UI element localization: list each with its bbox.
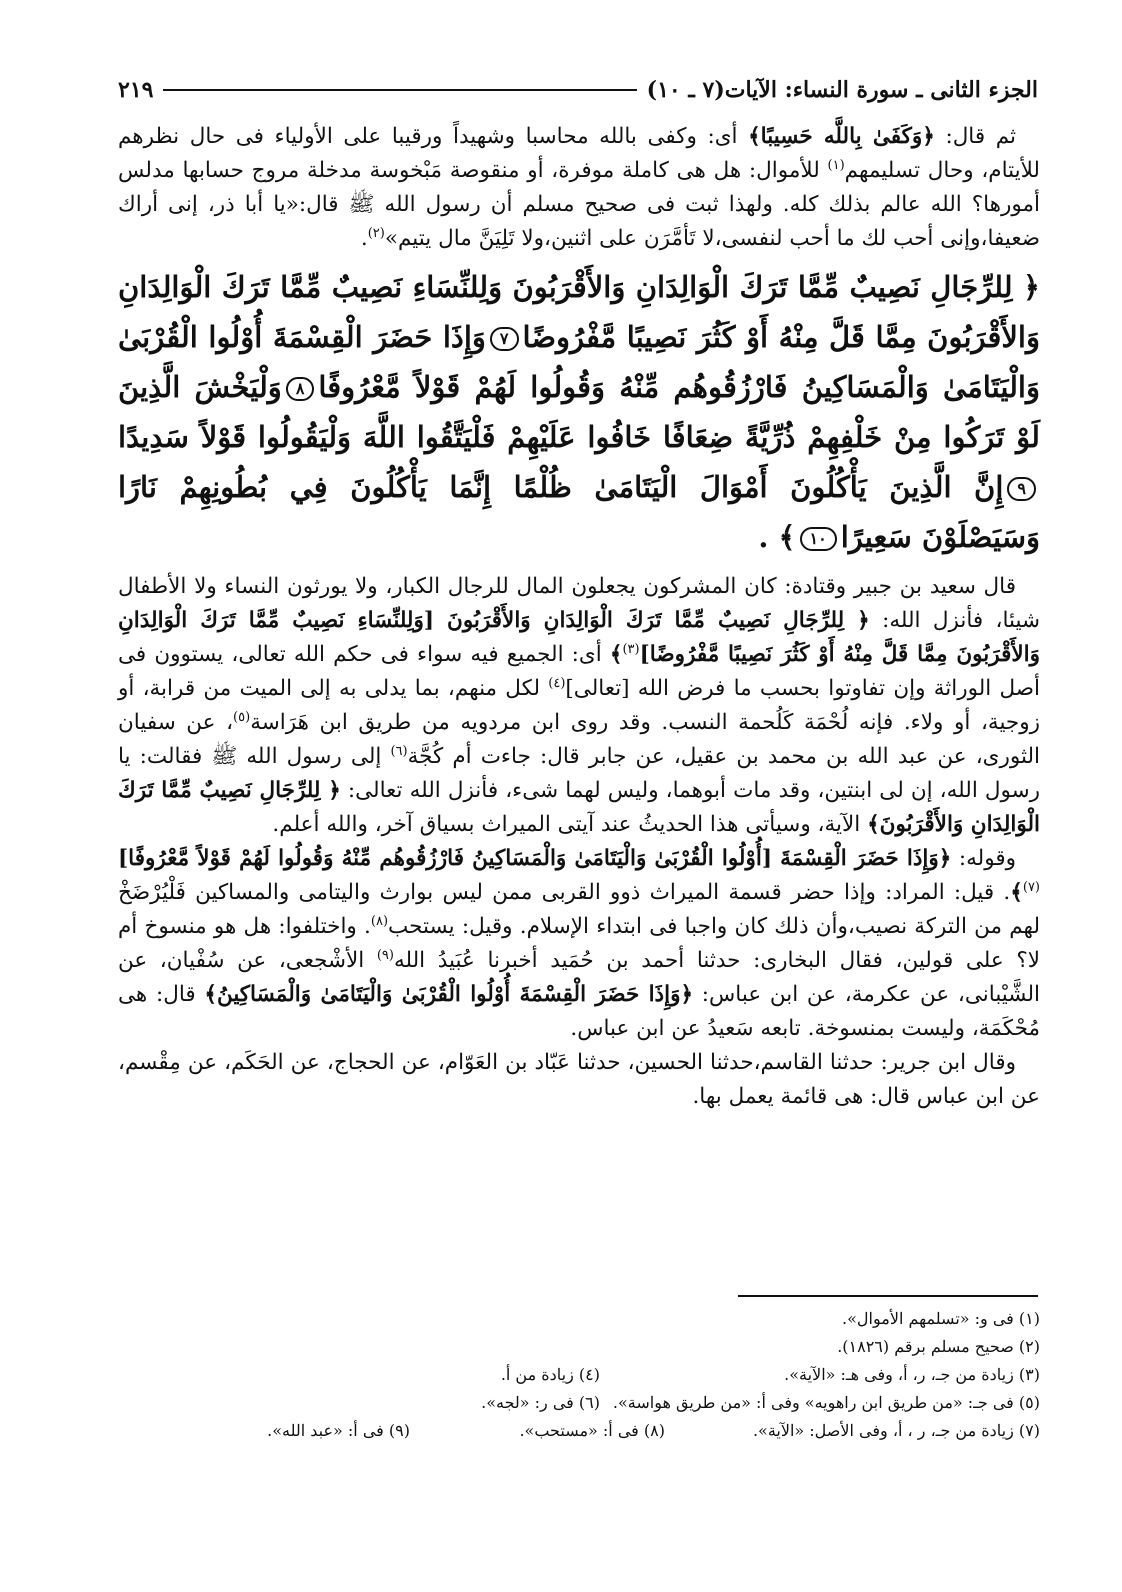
text-run: .: [360, 226, 368, 251]
verse-number-7: ٧: [490, 327, 519, 351]
quran-quote: ﴿وَكَفَىٰ بِاللَّه حَسِيبًا﴾: [748, 124, 935, 149]
header-rule: [163, 89, 636, 91]
paragraph-1: [118, 120, 1040, 256]
text-run: أى: وكفى بالله محاسبا وشهيداً ورقيبا على الأولياء فى حال نظرهم للأيتام، وحال تسليمهم: [118, 124, 1040, 183]
verse-number-8: ٨: [286, 377, 315, 401]
page-number: ٢١٩: [118, 77, 154, 103]
text-run: وقوله:: [951, 846, 1016, 871]
text-run: . واختلفوا: هل هو منسوخ أم لا؟ على قولين، فقال البخارى: حدثنا أحمد بن حُمَيد أخبرنا عُبَيدُ الله: [118, 914, 1040, 973]
footnote-5: (٥) فى جـ: «من طريق ابن راهويه» وفى أ: «من طريق هواسة».: [612, 1393, 1040, 1412]
footnote-4: (٤) زيادة من أ.: [500, 1365, 600, 1384]
footnote-ref: (٤): [548, 675, 566, 691]
footnote-row: [118, 1333, 1040, 1361]
footnote-ref: (١): [827, 157, 845, 173]
paragraph-3: [118, 842, 1040, 1046]
paragraph-2: [118, 570, 1040, 842]
verse-close: ﴾ .: [758, 520, 796, 554]
verse-9: وَلْيَخْشَ الَّذِينَ لَوْ تَرَكُوا مِنْ خَلْفِهِمْ ذُرِّيَّةً ضِعَافًا خَافُوا عَلَيْهِمْ فَلْيَتَّقُوا اللَّهَ وَلْيَقُولُوا قَوْلاً سَدِيدًا: [118, 370, 1040, 454]
footnote-ref: (٧): [1022, 879, 1040, 895]
main-text: [118, 120, 1040, 1114]
footnote-3: (٣) زيادة من جـ، ر، أ، وفى هـ: «الآية».: [784, 1365, 1040, 1384]
header-title: الجزء الثانى ـ سورة النساء: الآيات(٧ ـ ١٠): [646, 77, 1038, 103]
footnote-row: [118, 1361, 1040, 1389]
footnote-7: (٧) زيادة من جـ، ر ، أ، وفى الأصل: «الآية».: [752, 1421, 1040, 1440]
text-run: قال سعيد بن جبير وقتادة: كان المشركون يجعلون المال للرجال الكبار، ولا يورثون النساء ولا الأطفال شيئا، فأنزل الله:: [118, 574, 1040, 633]
footnote-ref: (٩): [376, 947, 394, 963]
footnote-6: (٦) فى ر: «لجه».: [481, 1393, 600, 1412]
text-run: لكل منهم، بما يدلى به إلى الميت من قرابة، أو زوجية، أو ولاء. فإنه لُحْمَة كَلُحمة النسب. وقد روى ابن مردويه من طريق ابن هَرَاسة: [118, 676, 1040, 735]
footnote-9: (٩) فى أ: «عبد الله».: [267, 1421, 410, 1440]
running-header: [118, 70, 1038, 110]
quran-quote-close: ﴾: [1010, 880, 1023, 905]
text-run: ، عن سفيان الثورى، عن عبد الله بن محمد بن عقيل، عن جابر قال: جاءت أم كُجَّة: [118, 710, 1040, 769]
text-run: إلى رسول الله ﷺ فقالت: يا رسول الله، إن لى ابنتين، وقد مات أبوهما، وليس لهما شىء، فأنزل الله تعالى:: [118, 744, 1040, 803]
quran-quote: ﴿ لِلرِّجَالِ نَصِيبٌ مِّمَّا تَرَكَ الْوَالِدَانِ وَالأَقْرَبُونَ﴾: [118, 778, 1040, 837]
text-run: الأشْجعى، عن سُفْيان، عن الشَّيْبانى، عن عكرمة، عن ابن عباس:: [118, 948, 1040, 1007]
quran-quote: ﴿ لِلرِّجَالِ نَصِيبٌ مِّمَّا تَرَكَ الْوَالِدَانِ وَالأَقْرَبُونَ [وَلِلنِّسَاءِ نَصِيبٌ مِّمَّا تَرَكَ الْوَالِدَانِ وَالأَقْرَبُونَ مِمَّا قَلَّ مِنْهُ أَوْ كَثُرَ نَصِيبًا مَّفْرُوضًا]: [118, 608, 1040, 667]
text-run: قال: هى مُحْكَمَة، وليست بمنسوخة. تابعه سَعيدُ عن ابن عباس.: [118, 982, 1040, 1041]
quran-quote: ﴿وَإِذَا حَضَرَ الْقِسْمَةَ أُوْلُوا الْقُرْبَىٰ وَالْيَتَامَىٰ وَالْمَسَاكِينُ﴾: [204, 982, 694, 1007]
verse-8: وَإِذَا حَضَرَ الْقِسْمَةَ أُوْلُوا الْقُرْبَىٰ وَالْيَتَامَىٰ وَالْمَسَاكِينُ فَارْزُقُوهُم مِّنْهُ وَقُولُوا لَهُمْ قَوْلاً مَّعْرُوفًا: [118, 320, 1040, 404]
footnote-row: [118, 1417, 1040, 1445]
text-run: ثم قال:: [934, 124, 1017, 149]
verse-10: إِنَّ الَّذِينَ يَأْكُلُونَ أَمْوَالَ الْيَتَامَىٰ ظُلْمًا إِنَّمَا يَأْكُلُونَ فِي بُطُونِهِمْ نَارًا وَسَيَصْلَوْنَ سَعِيرًا: [118, 470, 1040, 554]
footnote-ref: (٣): [622, 641, 640, 657]
quran-verse-block: [118, 262, 1040, 562]
text-run: للأموال: هل هى كاملة موفرة، أو منقوصة مَبْخوسة مدخلة مروج حسابها مدلس أمورها؟ الله عالم بذلك كله. ولهذا ثبت فى صحيح مسلم أن رسول الله ﷺ قال:«يا أبا ذر، إنى أراك ضعيفا،وإنى أحب لك ما أحب لنفسى،لا تَأمَّرَن على اثنين،ولا تَلِيَنَّ مال يتيم»: [118, 158, 1040, 251]
footnotes: [118, 1305, 1040, 1445]
footnote-1: (١) فى و: «تسلمهم الأموال».: [842, 1309, 1040, 1328]
footnote-row: [118, 1389, 1040, 1417]
text-run: أى: الجميع فيه سواء فى حكم الله تعالى، يستوون فى أصل الوراثة وإن تفاوتوا بحسب ما فرض الله [تعالى]: [118, 642, 1040, 701]
quran-quote: ﴿وَإِذَا حَضَرَ الْقِسْمَةَ [أُوْلُوا الْقُرْبَىٰ وَالْيَتَامَىٰ وَالْمَسَاكِينُ فَارْزُقُوهُم مِّنْهُ وَقُولُوا لَهُمْ قَوْلاً مَّعْرُوفًا]: [118, 846, 952, 871]
footnote-ref: (٦): [390, 743, 408, 759]
verse-number-9: ٩: [1007, 477, 1036, 501]
verse-number-10: ١٠: [800, 527, 837, 551]
text-run: الآية، وسيأتى هذا الحديثُ عند آيتى الميراث بسياق آخر، والله أعلم.: [272, 812, 868, 837]
paragraph-4: وقال ابن جرير: حدثنا القاسم،حدثنا الحسين، حدثنا عَبّاد بن العَوّام، عن الحجاج، عن الحَكَم، عن مِقْسم، عن ابن عباس قال: هى قائمة يعمل بها.: [118, 1050, 1040, 1109]
footnote-separator: [738, 1295, 1038, 1297]
footnote-row: [118, 1305, 1040, 1333]
quran-quote-close: ﴾: [609, 642, 623, 667]
text-run: . قيل: المراد: وإذا حضر قسمة الميراث ذوو القربى ممن ليس بوارث واليتامى والمساكين فَلْيُرْضَخْ لهم من التركة نصيب،وأن ذلك كان واجبا فى ابتداء الإسلام. وقيل: يستحب: [118, 880, 1040, 939]
footnote-ref: (٥): [233, 709, 251, 725]
footnote-2: (٢) صحيح مسلم برقم (١٨٢٦).: [837, 1337, 1040, 1356]
verse-7: ﴿ لِلرِّجَالِ نَصِيبٌ مِّمَّا تَرَكَ الْوَالِدَانِ وَالأَقْرَبُونَ وَلِلنِّسَاءِ نَصِيبٌ مِّمَّا تَرَكَ الْوَالِدَانِ وَالأَقْرَبُونَ مِمَّا قَلَّ مِنْهُ أَوْ كَثُرَ نَصِيبًا مَّفْرُوضًا: [118, 270, 1040, 354]
footnote-8: (٨) فى أ: «مستحب».: [519, 1421, 665, 1440]
footnote-ref: (٨): [370, 913, 389, 929]
footnote-ref: (٢): [367, 225, 385, 241]
